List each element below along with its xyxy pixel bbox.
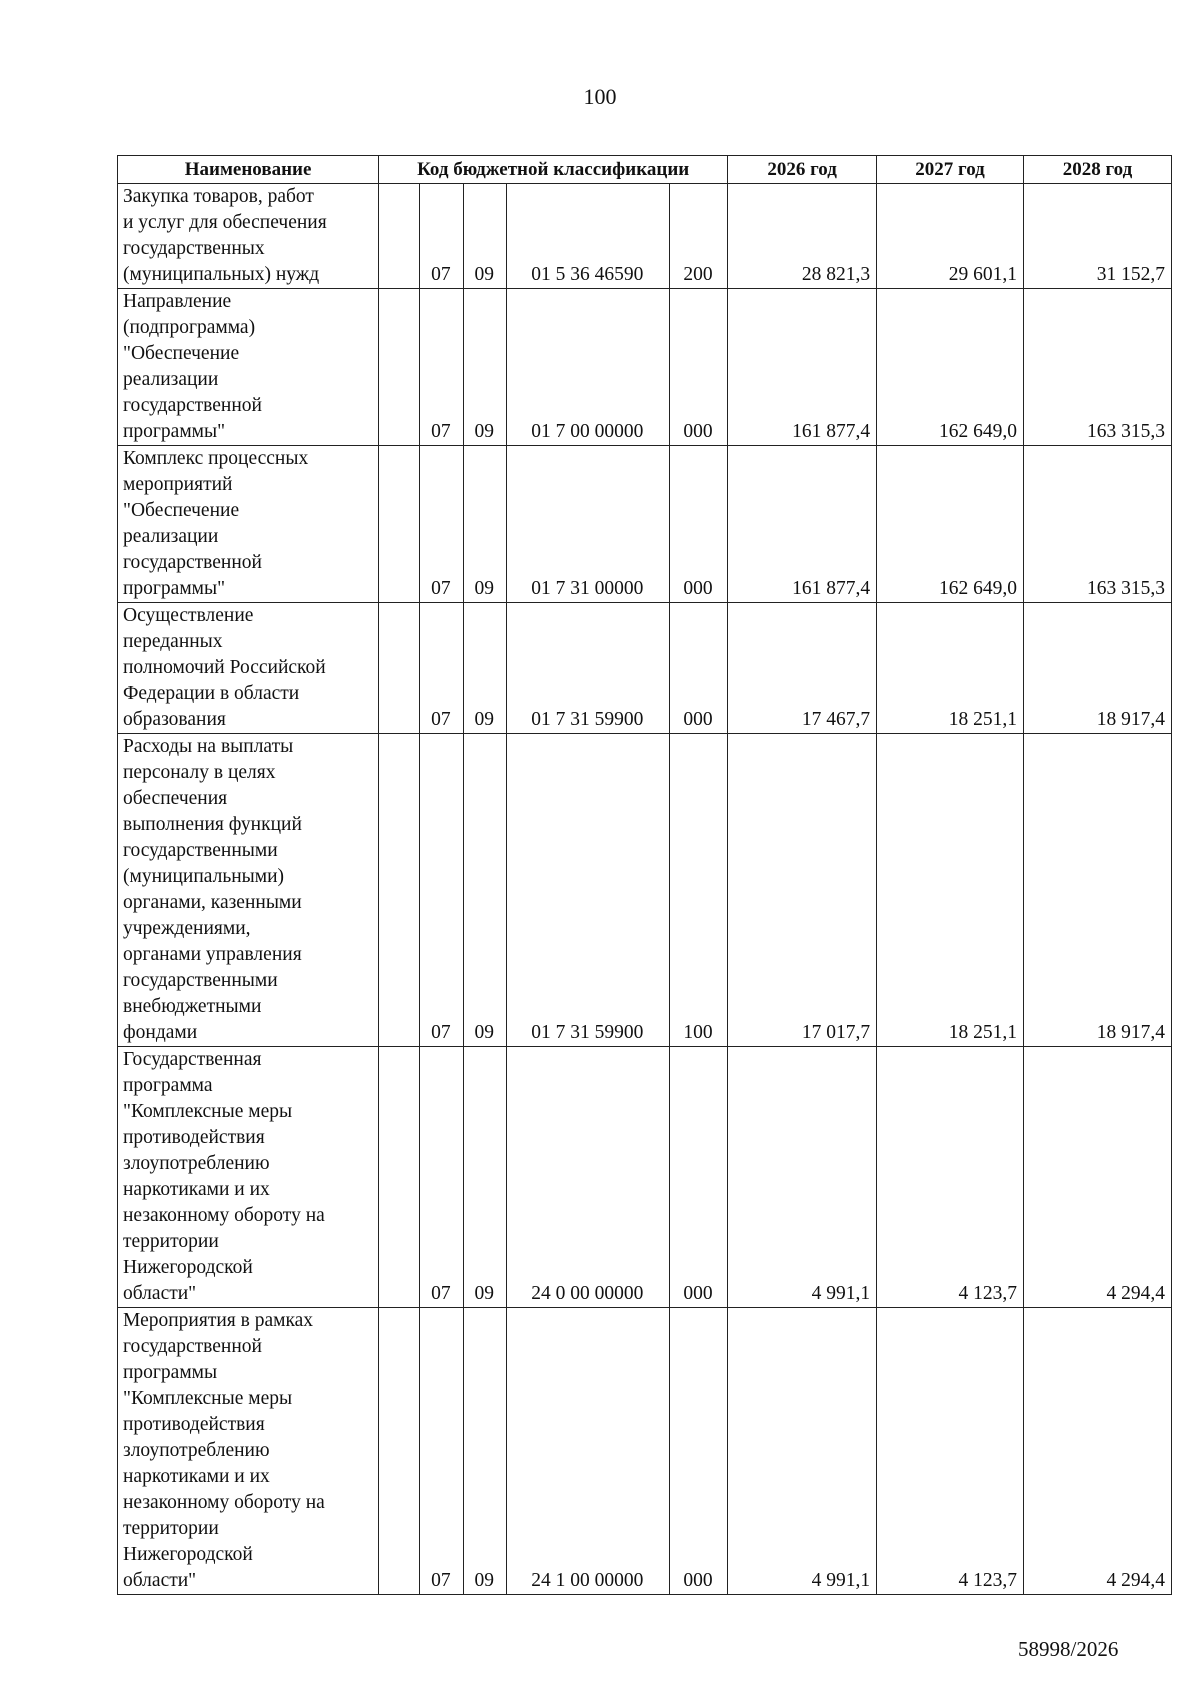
row-value-2027: 29 601,1	[877, 184, 1024, 289]
row-name-text: Комплекс процессных мероприятий "Обеспечение реализации государственной программы"	[123, 448, 309, 599]
page-number: 100	[583, 84, 617, 109]
budget-table	[117, 155, 1172, 1595]
row-code-section: 07	[419, 603, 463, 734]
header-2026: 2026 год	[728, 156, 877, 184]
row-value-2028: 18 917,4	[1023, 603, 1171, 734]
row-code-1	[379, 184, 420, 289]
row-code-expense-type: 000	[669, 603, 727, 734]
row-code-target: 01 7 31 00000	[506, 446, 669, 603]
row-name	[118, 1308, 379, 1595]
header-code: Код бюджетной классификации	[379, 156, 728, 184]
row-code-subsection: 09	[463, 1308, 506, 1595]
row-code-expense-type: 100	[669, 734, 727, 1047]
header-name: Наименование	[118, 156, 379, 184]
row-code-expense-type: 000	[669, 1047, 727, 1308]
row-name	[118, 184, 379, 289]
row-value-2027: 162 649,0	[877, 446, 1024, 603]
row-code-subsection: 09	[463, 184, 506, 289]
row-code-section: 07	[419, 446, 463, 603]
row-code-1	[379, 446, 420, 603]
row-code-1	[379, 1308, 420, 1595]
row-value-2026: 161 877,4	[728, 446, 877, 603]
row-code-expense-type: 000	[669, 289, 727, 446]
row-name-text: Осуществление переданных полномочий Российской Федерации в области образования	[123, 605, 326, 730]
row-code-subsection: 09	[463, 734, 506, 1047]
row-code-target: 01 7 00 00000	[506, 289, 669, 446]
row-value-2028: 163 315,3	[1023, 446, 1171, 603]
row-value-2028: 163 315,3	[1023, 289, 1171, 446]
row-name	[118, 446, 379, 603]
row-code-1	[379, 289, 420, 446]
row-code-section: 07	[419, 184, 463, 289]
row-code-target: 01 7 31 59900	[506, 603, 669, 734]
row-value-2028: 31 152,7	[1023, 184, 1171, 289]
row-code-section: 07	[419, 1308, 463, 1595]
row-name	[118, 734, 379, 1047]
row-value-2026: 17 017,7	[728, 734, 877, 1047]
row-value-2026: 4 991,1	[728, 1308, 877, 1595]
table-row	[118, 1308, 1172, 1595]
row-value-2028: 18 917,4	[1023, 734, 1171, 1047]
table-body	[118, 184, 1172, 1595]
row-value-2026: 17 467,7	[728, 603, 877, 734]
table-row	[118, 446, 1172, 603]
row-name	[118, 603, 379, 734]
row-value-2028: 4 294,4	[1023, 1308, 1171, 1595]
row-value-2028: 4 294,4	[1023, 1047, 1171, 1308]
row-code-expense-type: 000	[669, 1308, 727, 1595]
row-name	[118, 1047, 379, 1308]
row-code-section: 07	[419, 289, 463, 446]
row-code-section: 07	[419, 734, 463, 1047]
row-value-2027: 18 251,1	[877, 603, 1024, 734]
row-code-1	[379, 734, 420, 1047]
row-value-2026: 28 821,3	[728, 184, 877, 289]
row-value-2027: 18 251,1	[877, 734, 1024, 1047]
row-value-2027: 4 123,7	[877, 1308, 1024, 1595]
table-row	[118, 734, 1172, 1047]
row-name-text: Государственная программа "Комплексные меры противодействия злоупотреблению наркотиками и их незаконному обороту на территории Нижегородской области"	[123, 1049, 325, 1304]
row-code-expense-type: 200	[669, 184, 727, 289]
row-code-subsection: 09	[463, 1047, 506, 1308]
table-row	[118, 603, 1172, 734]
row-code-section: 07	[419, 1047, 463, 1308]
row-code-subsection: 09	[463, 446, 506, 603]
table-row	[118, 184, 1172, 289]
row-code-1	[379, 603, 420, 734]
row-name-text: Расходы на выплаты персоналу в целях обеспечения выполнения функций государственными (муниципальными) органами, казенными учреждениями, органами управления государственными внебюджетными фондами	[123, 736, 302, 1043]
row-name-text: Направление (подпрограмма) "Обеспечение реализации государственной программы"	[123, 291, 262, 442]
row-value-2026: 161 877,4	[728, 289, 877, 446]
document-number: 58998/2026	[1018, 1637, 1119, 1661]
row-code-1	[379, 1047, 420, 1308]
header-2028: 2028 год	[1023, 156, 1171, 184]
row-code-subsection: 09	[463, 289, 506, 446]
row-name-text: Мероприятия в рамках государственной программы "Комплексные меры противодействия злоупотреблению наркотиками и их незаконному обороту на территории Нижегородской области"	[123, 1310, 325, 1591]
row-value-2027: 162 649,0	[877, 289, 1024, 446]
table-header-row	[118, 156, 1172, 184]
row-code-target: 24 0 00 00000	[506, 1047, 669, 1308]
row-name	[118, 289, 379, 446]
row-value-2026: 4 991,1	[728, 1047, 877, 1308]
row-code-target: 01 5 36 46590	[506, 184, 669, 289]
table-row	[118, 1047, 1172, 1308]
row-value-2027: 4 123,7	[877, 1047, 1024, 1308]
row-code-target: 01 7 31 59900	[506, 734, 669, 1047]
row-code-target: 24 1 00 00000	[506, 1308, 669, 1595]
row-code-subsection: 09	[463, 603, 506, 734]
row-code-expense-type: 000	[669, 446, 727, 603]
row-name-text: Закупка товаров, работ и услуг для обеспечения государственных (муниципальных) нужд	[123, 186, 327, 285]
header-2027: 2027 год	[877, 156, 1024, 184]
table-row	[118, 289, 1172, 446]
